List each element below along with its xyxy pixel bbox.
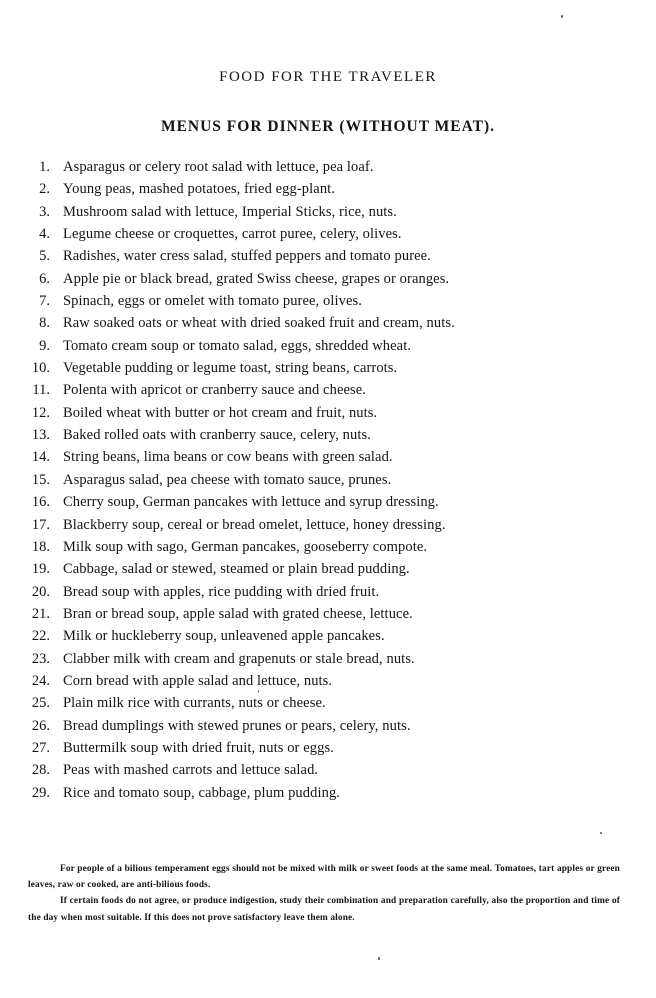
menu-text: Cabbage, salad or stewed, steamed or plain bread pudding. xyxy=(63,561,410,578)
menu-item xyxy=(22,715,622,737)
section-title: MENUS FOR DINNER (WITHOUT MEAT). xyxy=(160,118,496,135)
menu-item xyxy=(22,290,622,312)
menu-number: 26. xyxy=(31,717,50,734)
menu-number: 2. xyxy=(39,181,50,198)
menu-text: Baked rolled oats with cranberry sauce, celery, nuts. xyxy=(63,427,371,444)
menu-item xyxy=(22,379,622,401)
menu-item xyxy=(22,335,622,357)
menu-item xyxy=(22,245,622,267)
menu-number: 4. xyxy=(39,226,50,243)
menu-item xyxy=(22,268,622,290)
menu-text: Young peas, mashed potatoes, fried egg-plant. xyxy=(63,181,336,198)
menu-item xyxy=(22,402,622,424)
menu-text: Radishes, water cress salad, stuffed peppers and tomato puree. xyxy=(63,248,431,265)
menu-text: Buttermilk soup with dried fruit, nuts or eggs. xyxy=(63,739,334,756)
menu-number: 12. xyxy=(31,404,50,421)
menu-item xyxy=(22,558,622,580)
menu-number: 7. xyxy=(39,293,50,310)
menu-number: 25. xyxy=(31,695,50,712)
menu-text: Blackberry soup, cereal or bread omelet, lettuce, honey dressing. xyxy=(63,516,446,533)
running-head: FOOD FOR THE TRAVELER xyxy=(219,69,437,85)
menu-number: 20. xyxy=(31,583,50,600)
footnote xyxy=(28,861,620,926)
menu-text: Tomato cream soup or tomato salad, eggs, shredded wheat. xyxy=(63,337,412,354)
menu-number: 11. xyxy=(32,382,50,399)
menu-item xyxy=(22,201,622,223)
menu-number: 10. xyxy=(31,360,50,377)
menu-item xyxy=(22,670,622,692)
menu-item xyxy=(22,491,622,513)
menu-number: 22. xyxy=(31,628,50,645)
menu-number: 18. xyxy=(31,538,50,555)
menu-text: Boiled wheat with butter or hot cream and fruit, nuts. xyxy=(63,404,378,421)
scan-speck xyxy=(561,15,563,18)
menu-number: 6. xyxy=(39,270,50,287)
menu-item xyxy=(22,357,622,379)
scan-speck xyxy=(600,832,602,834)
menu-text: Bread dumplings with stewed prunes or pears, celery, nuts. xyxy=(63,717,411,734)
menu-item xyxy=(22,648,622,670)
menu-text: Mushroom salad with lettuce, Imperial Sticks, rice, nuts. xyxy=(63,203,397,220)
menu-number: 19. xyxy=(31,561,50,578)
menu-item xyxy=(22,156,622,178)
menu-text: Apple pie or black bread, grated Swiss cheese, grapes or oranges. xyxy=(63,270,450,287)
menu-text: Asparagus salad, pea cheese with tomato sauce, prunes. xyxy=(63,471,392,488)
menu-text: Legume cheese or croquettes, carrot puree, celery, olives. xyxy=(63,226,402,243)
menu-number: 13. xyxy=(31,427,50,444)
menu-item xyxy=(22,737,622,759)
menu-text: Vegetable pudding or legume toast, string beans, carrots. xyxy=(63,360,398,377)
menu-item xyxy=(22,178,622,200)
footnote-paragraph: If certain foods do not agree, or produce indigestion, study their combination and preparation carefully, also the proportion and time of the day when most suitable. If this does not prove satisfactory leave them alone. xyxy=(28,896,620,923)
menu-text: Bread soup with apples, rice pudding with dried fruit. xyxy=(63,583,380,600)
menu-number: 17. xyxy=(31,516,50,533)
menu-number: 5. xyxy=(39,248,50,265)
menu-text: Milk or huckleberry soup, unleavened apple pancakes. xyxy=(63,628,385,645)
menu-item xyxy=(22,536,622,558)
menu-number: 3. xyxy=(39,203,50,220)
menu-text: Bran or bread soup, apple salad with grated cheese, lettuce. xyxy=(63,605,413,622)
menu-text: Milk soup with sago, German pancakes, gooseberry compote. xyxy=(63,538,428,555)
menu-item xyxy=(22,782,622,804)
menu-number: 24. xyxy=(31,672,50,689)
menu-item xyxy=(22,625,622,647)
menu-number: 28. xyxy=(31,762,50,779)
menu-number: 27. xyxy=(31,739,50,756)
menu-text: Plain milk rice with currants, nuts or cheese. xyxy=(63,695,326,712)
menu-number: 29. xyxy=(31,784,50,801)
menu-item xyxy=(22,603,622,625)
menu-number: 15. xyxy=(31,471,50,488)
menu-text: Corn bread with apple salad and lettuce, nuts. xyxy=(63,672,333,689)
menu-text: Polenta with apricot or cranberry sauce and cheese. xyxy=(63,382,367,399)
menu-text: Raw soaked oats or wheat with dried soaked fruit and cream, nuts. xyxy=(63,315,455,332)
menu-number: 1. xyxy=(39,159,50,175)
menu-item xyxy=(22,469,622,491)
menu-item xyxy=(22,446,622,468)
menu-text: Clabber milk with cream and grapenuts or stale bread, nuts. xyxy=(63,650,415,667)
menu-item xyxy=(22,692,622,714)
menu-text: Asparagus or celery root salad with lettuce, pea loaf. xyxy=(63,159,374,175)
menu-number: 16. xyxy=(31,494,50,511)
menu-number: 8. xyxy=(39,315,50,332)
menu-text: Peas with mashed carrots and lettuce salad. xyxy=(63,762,319,779)
menu-item xyxy=(22,581,622,603)
menu-text: Cherry soup, German pancakes with lettuce and syrup dressing. xyxy=(63,494,439,511)
dinner-menu-list xyxy=(22,156,622,804)
scan-speck xyxy=(378,957,380,960)
menu-text: Spinach, eggs or omelet with tomato puree, olives. xyxy=(63,293,362,310)
menu-number: 23. xyxy=(31,650,50,667)
menu-item xyxy=(22,223,622,245)
menu-text: String beans, lima beans or cow beans with green salad. xyxy=(63,449,393,466)
menu-number: 14. xyxy=(31,449,50,466)
menu-item xyxy=(22,424,622,446)
menu-item xyxy=(22,312,622,334)
menu-number: 21. xyxy=(31,605,50,622)
menu-item xyxy=(22,514,622,536)
menu-item xyxy=(22,759,622,781)
menu-number: 9. xyxy=(39,337,50,354)
footnote-paragraph: For people of a bilious temperament eggs should not be mixed with milk or sweet foods at the same meal. Tomatoes, tart apples or green leaves, raw or cooked, are anti-bilious foods. xyxy=(28,864,620,891)
scan-speck xyxy=(258,690,259,693)
menu-text: Rice and tomato soup, cabbage, plum pudding. xyxy=(63,784,341,801)
